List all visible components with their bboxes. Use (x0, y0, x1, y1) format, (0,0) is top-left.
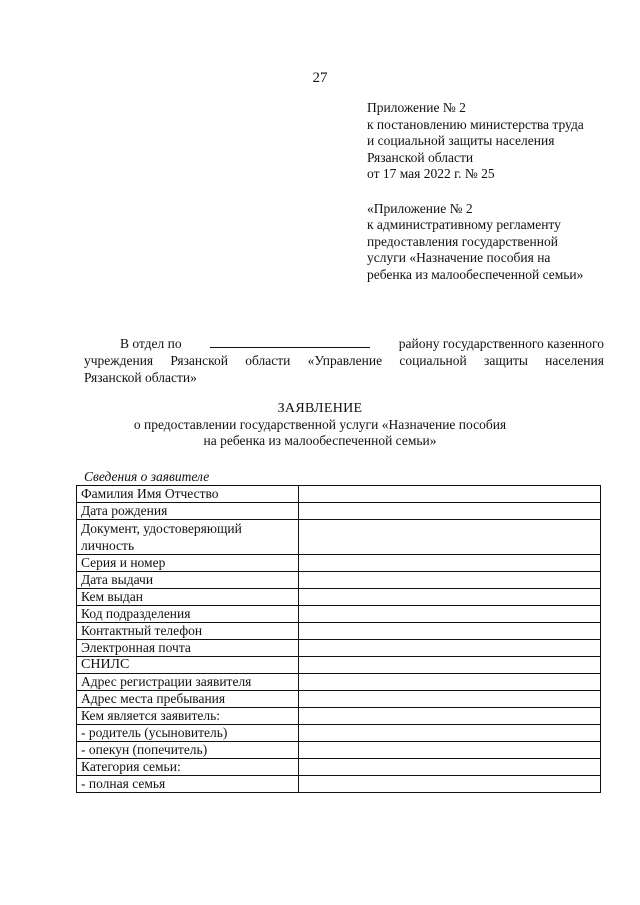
field-label: - родитель (усыновитель) (77, 725, 299, 742)
applicant-form-table (76, 485, 601, 793)
appendix-block (367, 100, 584, 283)
section-label: Сведения о заявителе (84, 469, 210, 484)
addressee-line-1 (84, 335, 604, 352)
addressee-word: Рязанской (170, 353, 228, 368)
field-label: Дата рождения (77, 503, 299, 520)
field-label: СНИЛС (77, 657, 299, 674)
field-value-cell[interactable] (299, 691, 601, 708)
field-label: Дата выдачи (77, 572, 299, 589)
addressee-suffix: району государственного казенного (398, 336, 604, 351)
table-row (77, 623, 601, 640)
appendix-line: Рязанской области (367, 149, 474, 165)
field-label: Контактный телефон (77, 623, 299, 640)
title-line: о предоставлении государственной услуги «Назначение пособия (133, 417, 507, 432)
field-value-cell[interactable] (299, 776, 601, 793)
addressee-word: учреждения (84, 353, 154, 368)
field-value-cell[interactable] (299, 708, 601, 725)
addressee-word: области (245, 353, 291, 368)
field-label: Категория семьи: (77, 759, 299, 776)
addressee-word: населения (545, 353, 604, 368)
field-label: Кем является заявитель: (77, 708, 299, 725)
field-value-cell[interactable] (299, 606, 601, 623)
table-row (77, 742, 601, 759)
table-row (77, 555, 601, 572)
regulation-line: к административному регламенту (367, 217, 561, 232)
title-line: на ребенка из малообеспеченной семьи» (203, 433, 437, 448)
addressee-word: «Управление (307, 353, 383, 368)
title-block (0, 401, 640, 449)
table-row (77, 589, 601, 606)
addressee-line-3: Рязанской области» (84, 370, 197, 385)
table-row (77, 503, 601, 520)
table-row (77, 725, 601, 742)
field-value-cell[interactable] (299, 555, 601, 572)
field-label: - полная семья (77, 776, 299, 793)
table-row (77, 776, 601, 793)
addressee (84, 335, 604, 386)
table-row (77, 691, 601, 708)
appendix-line: от 17 мая 2022 г. № 25 (367, 166, 495, 181)
field-value-cell[interactable] (299, 623, 601, 640)
table-row (77, 572, 601, 589)
district-blank[interactable] (210, 335, 370, 348)
regulation-line: предоставления государственной (367, 233, 558, 249)
field-value-cell[interactable] (299, 486, 601, 503)
field-value-cell[interactable] (299, 742, 601, 759)
addressee-line-2 (84, 352, 604, 369)
field-value-cell[interactable] (299, 674, 601, 691)
addressee-prefix: В отдел по (120, 336, 182, 351)
field-label: - опекун (попечитель) (77, 742, 299, 759)
field-value-cell[interactable] (299, 759, 601, 776)
regulation-line: ребенка из малообеспеченной семьи» (367, 266, 584, 282)
field-value-cell[interactable] (299, 520, 601, 555)
field-value-cell[interactable] (299, 572, 601, 589)
field-value-cell[interactable] (299, 657, 601, 674)
document-heading: ЗАЯВЛЕНИЕ (277, 401, 363, 416)
field-label: Кем выдан (77, 589, 299, 606)
field-value-cell[interactable] (299, 725, 601, 742)
field-label: Адрес регистрации заявителя (77, 674, 299, 691)
table-row (77, 759, 601, 776)
table-row (77, 606, 601, 623)
table-row (77, 640, 601, 657)
appendix-line: к постановлению министерства труда (367, 116, 584, 132)
regulation-line: услуги «Назначение пособия на (367, 250, 551, 265)
field-label: Адрес места пребывания (77, 691, 299, 708)
field-value-cell[interactable] (299, 589, 601, 606)
table-row (77, 674, 601, 691)
regulation-line: «Приложение № 2 (367, 200, 473, 216)
field-label: Код подразделения (77, 606, 299, 623)
field-label: Фамилия Имя Отчество (77, 486, 299, 503)
appendix-line: Приложение № 2 (367, 100, 466, 115)
field-label: Документ, удостоверяющий личность (77, 520, 299, 555)
table-row (77, 708, 601, 725)
table-row (77, 486, 601, 503)
field-value-cell[interactable] (299, 640, 601, 657)
table-row (77, 657, 601, 674)
appendix-line: и социальной защиты населения (367, 133, 555, 148)
field-label: Электронная почта (77, 640, 299, 657)
addressee-word: защиты (484, 353, 528, 368)
table-row (77, 520, 601, 555)
field-value-cell[interactable] (299, 503, 601, 520)
addressee-word: социальной (399, 353, 467, 368)
field-label: Серия и номер (77, 555, 299, 572)
page-number: 27 (312, 70, 328, 86)
